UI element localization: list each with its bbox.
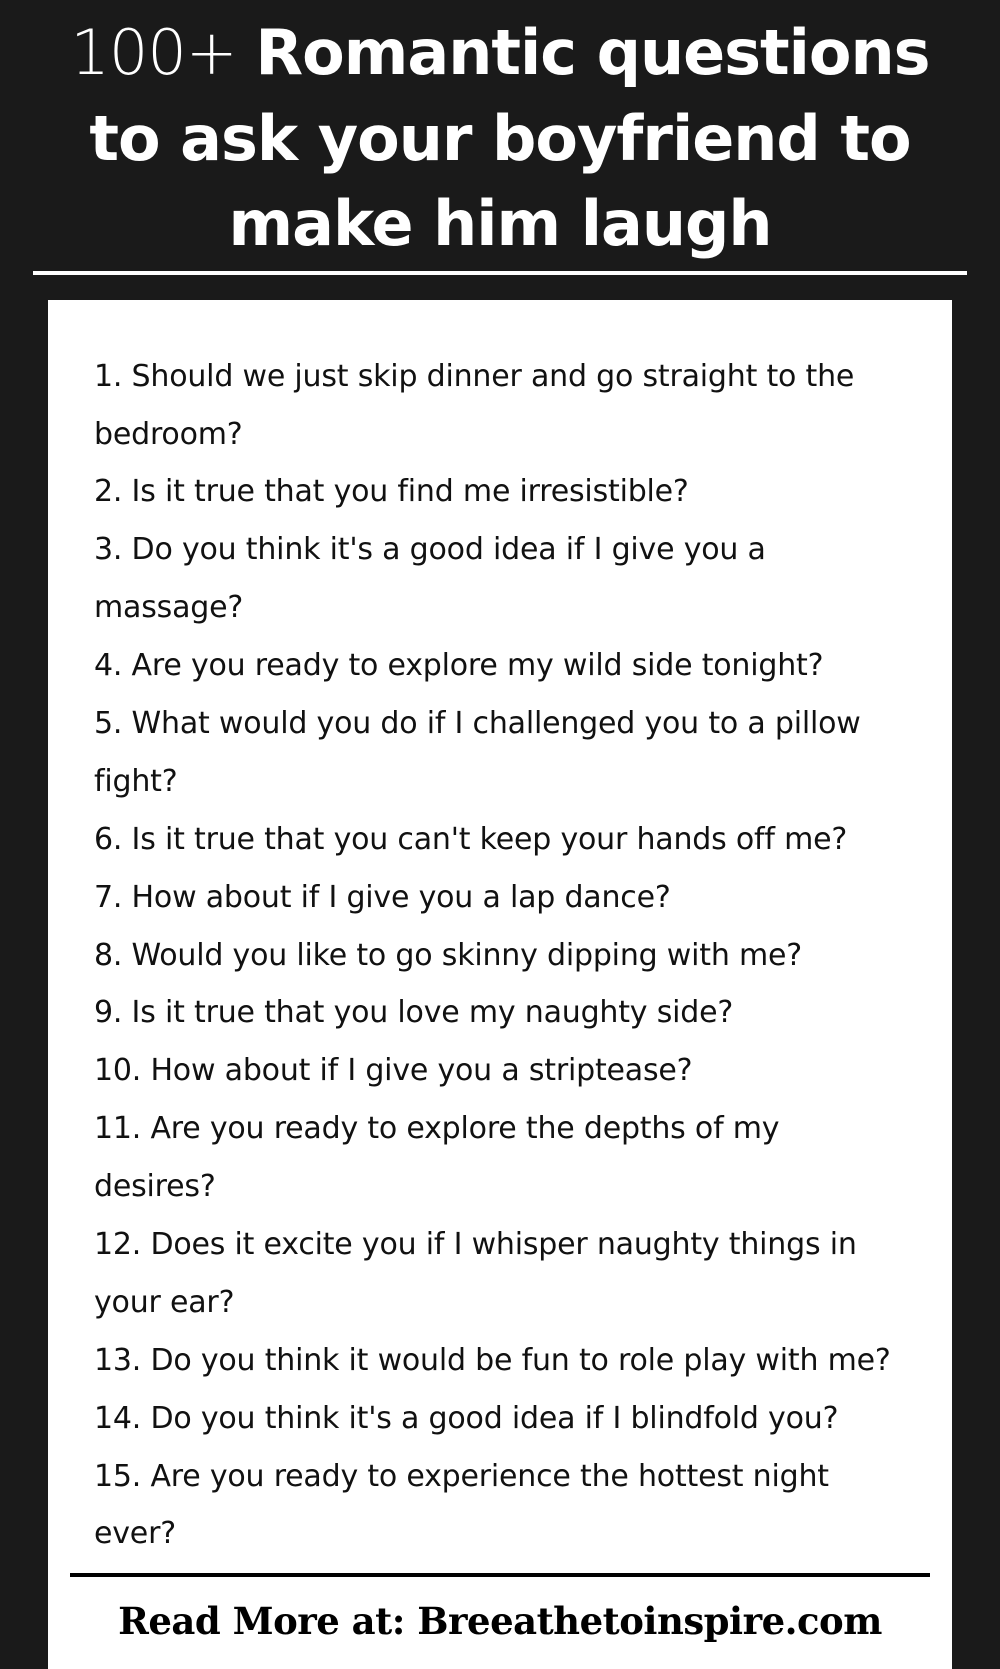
list-item: 15. Are you ready to experience the hottest night ever? <box>94 1458 829 1552</box>
list-item: 7. How about if I give you a lap dance? <box>94 879 671 915</box>
source-attribution: Read More at: Breeathetoinspire.com <box>118 1599 882 1644</box>
footer <box>48 1577 952 1669</box>
list-item: 2. Is it true that you find me irresistible? <box>94 474 689 510</box>
page-title <box>30 10 970 271</box>
list-item: 8. Would you like to go skinny dipping with me? <box>94 937 802 973</box>
list-item: 10. How about if I give you a striptease? <box>94 1053 693 1089</box>
list-item: 11. Are you ready to explore the depths of my desires? <box>94 1111 780 1205</box>
title-divider <box>33 271 967 275</box>
list-item: 1. Should we just skip dinner and go straight to the bedroom? <box>94 358 855 452</box>
list-item: 4. Are you ready to explore my wild side tonight? <box>94 648 824 684</box>
title-block <box>0 0 1000 275</box>
list-item: 9. Is it true that you love my naughty side? <box>94 995 734 1031</box>
title-count: 100+ <box>70 16 256 89</box>
questions-list <box>48 300 952 1574</box>
list-item: 12. Does it excite you if I whisper naughty things in your ear? <box>94 1227 857 1320</box>
list-item: 6. Is it true that you can't keep your hands off me? <box>94 821 848 857</box>
content-card <box>48 300 952 1669</box>
list-item: 3. Do you think it's a good idea if I give you a massage? <box>94 532 766 626</box>
list-item: 5. What would you do if I challenged you to a pillow fight? <box>94 705 861 799</box>
list-item: 14. Do you think it's a good idea if I blindfold you? <box>94 1400 839 1436</box>
title-main: Romantic questions to ask your boyfriend to make him laugh <box>89 16 930 261</box>
list-item: 13. Do you think it would be fun to role play with me? <box>94 1342 891 1378</box>
